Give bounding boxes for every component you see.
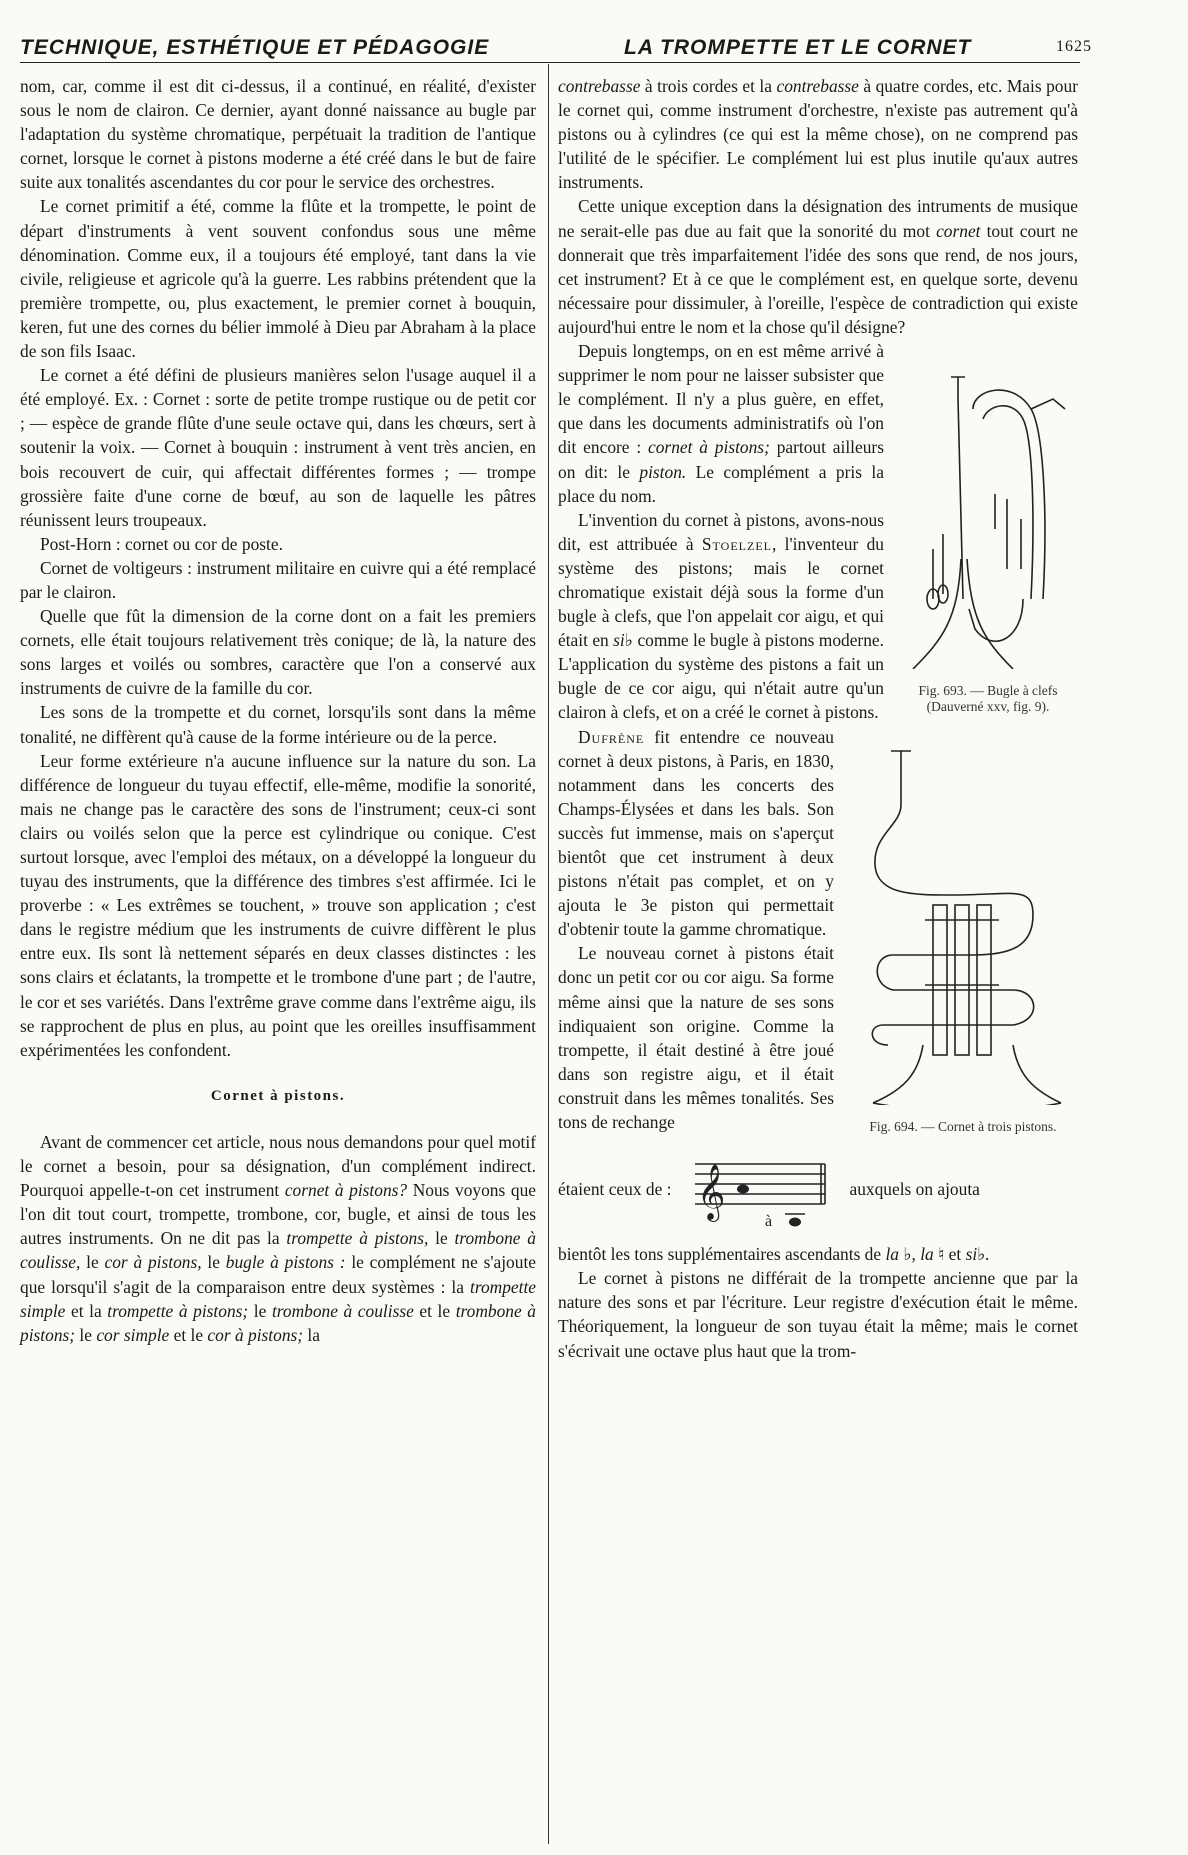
page-number: 1625: [1056, 38, 1092, 55]
section-title: Cornet à pistons.: [210, 1087, 346, 1104]
music-range-connector: à: [765, 1213, 773, 1231]
figure-693: [898, 369, 1078, 715]
music-example: [558, 1142, 1078, 1236]
paragraph: bientôt les tons supplémentaires ascendants de la ♭, la ♮ et si♭.: [558, 1244, 990, 1265]
paragraph: Depuis longtemps, on en est même arrivé à supprimer le nom pour ne laisser subsister que le complément. Il n'y a plus guère, en effet, que dans les documents administratifs où l'on dit encore : cornet à pistons; partout ailleurs on dit: le piston. Le complément a pris la place du nom.: [558, 341, 884, 506]
paragraph: Cette unique exception dans la désignation des intruments de musique ne serait-elle pas due au fait que la sonorité du mot cornet tout court ne donnerait que très imparfaitement l'idée des sons que rend, de nos jours, cet instrument? Et à ce que le complément est, en quelque sorte, devenu nécessaire pour dissimuler, à l'oreille, l'espèce de contradiction qui existe aujourd'hui entre le nom et la chose qu'il désigne?: [558, 196, 1078, 337]
keyed-bugle-illustration: [903, 369, 1073, 669]
paragraph: L'invention du cornet à pistons, avons-nous dit, est attribuée à Stoelzel, l'inventeur du système des pistons; mais le cornet chromatique existait déjà sous la forme d'un bugle à clefs, que l'on appelait cor aigu, et qui était en si♭ comme le bugle à pistons moderne. L'application du système des pistons a fait un bugle de ce cor aigu, qui n'était autre qu'un clairon à clefs, et on a créé le cornet à pistons.: [558, 509, 885, 723]
paragraph: Post-Horn : cornet ou cor de poste.: [40, 533, 283, 554]
paragraph: Les sons de la trompette et du cornet, lorsqu'ils sont dans la même tonalité, ne diffèrent qu'à cause de la forme intérieure ou de la perce.: [20, 702, 536, 747]
figure-caption: Fig. 694. — Cornet à trois pistons.: [869, 1118, 1057, 1134]
music-label-before: étaient ceux de :: [558, 1179, 672, 1200]
music-label-after: auxquels on ajouta: [849, 1179, 980, 1200]
paragraph: Le cornet a été défini de plusieurs manières selon l'usage auquel il a été employé. Ex. : Cornet : sorte de petite trompe rustique ou de petit cor ; — espèce de grande flûte d'une seule octave qui, dans les chœurs, sert à soutenir la voix. — Cornet à bouquin : instrument à vent très ancien, en bois recouvert de cuir, qui affectait différentes formes ; — trompe grossière faite d'une corne de bœuf, au son de laquelle les pâtres réunissent leurs troupeaux.: [20, 365, 536, 530]
paragraph: Le nouveau cornet à pistons était donc un petit cor ou cor aigu. Sa forme même ainsi que la nature de ses sons indiquaient son origine. Comme la trompette, il était destiné à être joué dans son registre aigu, et il était construit dans les mêmes tonalités. Ses tons de rechange: [558, 943, 834, 1133]
paragraph: Leur forme extérieure n'a aucune influence sur la nature du son. La différence de longueur du tuyau effectif, elle-même, modifie la sonorité, mais ne change pas le caractère des sons de l'instrument; ceux-ci sont clairs ou voilés selon que la perce est cylindrique ou conique. C'est surtout lorsque, avec l'emploi des métaux, on a développé la longueur du tuyau des instruments, que la différence des timbres s'est affirmée. Ici le proverbe : « Les extrêmes se touchent, » trouve son application ; c'est dans le registre médium que les instruments de cuivre diffèrent le plus entre eux. Ils sont là nettement séparés en deux classes distinctes : les sons clairs et éclatants, la trompette et le trombone d'une part ; de l'autre, le cor et ses variétés. Dans l'extrême grave comme dans l'extrême aigu, ils se rapprochent de plus en plus, au point que les oreilles insuffisamment expérimentées les confondent.: [20, 750, 536, 1060]
column-divider: [548, 64, 549, 1844]
paragraph: Avant de commencer cet article, nous nous demandons pour quel motif le cornet a besoin, pour sa désignation, d'un complément indirect. Pourquoi appelle-t-on cet instrument cornet à pistons? Nous voyons que l'on dit tout court, trompette, trombone, cor, bugle, et ainsi de tous les autres instruments. On ne dit pas la trompette à pistons, le trombone à coulisse, le cor à pistons, le bugle à pistons : le complément ne s'ajoute que lorsqu'il s'agit de la comparaison entre deux systèmes : la trompette simple et la trompette à pistons; le trombone à coulisse et le trombone à pistons; le cor simple et le cor à pistons; la: [20, 1131, 537, 1345]
staff-notation: [685, 1144, 835, 1234]
paragraph: Dufrène fit entendre ce nouveau cornet à deux pistons, à Paris, en 1830, notamment dans les concerts des Champs-Élysées et dans les bals. Son succès fut immense, mais on s'aperçut bientôt que cet instrument à deux pistons n'était pas complet, et on y ajouta le 3e piston qui permettait d'obtenir toute la gamme chromatique.: [558, 726, 834, 940]
header-left-title: TECHNIQUE, ESTHÉTIQUE ET PÉDAGOGIE: [20, 36, 490, 59]
paragraph: nom, car, comme il est dit ci-dessus, il a continué, en réalité, d'exister sous le nom de clairon. Ce dernier, ayant donné naissance au bugle par l'adaptation du système chromatique, perpétuait la tradition de l'antique cornet, lorsque le cornet à pistons moderne a été créé dans le but de faire suite aux tonalités ascendantes du cor pour le service des orchestres.: [20, 76, 536, 193]
left-column: [20, 74, 536, 1347]
figure-694: [848, 745, 1078, 1135]
paragraph: Quelle que fût la dimension de la corne dont on a fait les premiers cornets, elle était toujours relativement très conique; de là, la nature des sons larges et voilés ou sombres, caractère que l'on a conservé aux instruments de cuivre de la famille du cor.: [20, 606, 536, 699]
paragraph: Le cornet primitif a été, comme la flûte et la trompette, le point de départ d'instruments à vent souvent confondus sous une même dénomination. Comme eux, il a toujours été employé, tant dans la vie civile, religieuse et agricole qu'à la guerre. Les rabbins prétendent que la première trompette, ou, plus exactement, le premier cornet à bouquin, keren, fut une des cornes du bélier immolé à Dieu par Abraham à la place de son fils Isaac.: [20, 196, 536, 362]
header-right-title: LA TROMPETTE ET LE CORNET: [624, 36, 972, 59]
cornet-illustration: [863, 745, 1063, 1105]
svg-text:𝄞: 𝄞: [697, 1164, 726, 1221]
paragraph: contrebasse à trois cordes et la contrebasse à quatre cordes, etc. Mais pour le cornet qui, comme instrument d'orchestre, n'existe pas autrement qu'à pistons ou à cylindres (ce qui est la même chose), on ne comprend pas l'utilité de le spécifier. Le complément lui est plus inutile qu'aux autres instruments.: [558, 76, 1078, 193]
paragraph: Cornet de voltigeurs : instrument militaire en cuivre qui a été remplacé par le clairon.: [20, 557, 536, 602]
right-column: [558, 74, 1078, 1363]
header-rule: [20, 62, 1080, 63]
figure-caption: Fig. 693. — Bugle à clefs (Dauverné xxv, fig. 9).: [918, 683, 1058, 715]
paragraph: Le cornet à pistons ne différait de la trompette ancienne que par la nature des sons et par l'écriture. Leur registre d'exécution était le même. Théoriquement, la longueur de son tuyau était la même; mais le cornet s'écrivait une octave plus haut que la trom-: [558, 1268, 1078, 1361]
